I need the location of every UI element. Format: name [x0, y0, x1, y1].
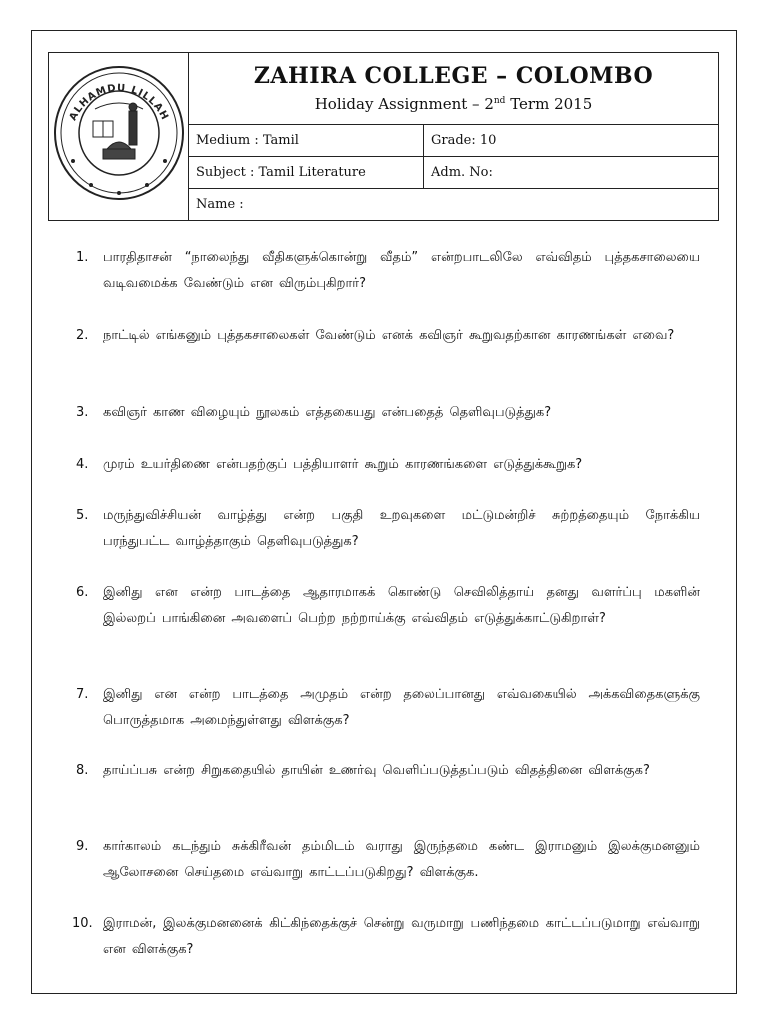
info-row-medium — [189, 125, 718, 157]
title-cell — [189, 53, 718, 125]
question-text: இனிது என என்ற பாடத்தை ஆதாரமாகக் கொண்டு செவிலித்தாய் தனது வளர்ப்பு மகளின் இல்லறப் பாங்கினை அவளைப் பெற்ற நற்றாய்க்கு எவ்விதம் எடுத்துக்காட்டுகிறாள்? — [103, 585, 700, 626]
assignment-prefix: Holiday Assignment – 2 — [314, 95, 494, 113]
name-field[interactable]: Name : — [196, 197, 244, 212]
logo-cell — [49, 53, 189, 220]
question-text: கவிஞர் காண விழையும் நூலகம் எத்தகையது என்பதைத் தெளிவுபடுத்துக? — [103, 405, 552, 420]
college-name: ZAHIRA COLLEGE – COLOMBO — [253, 63, 654, 89]
question-item — [76, 580, 700, 632]
question-text: மருந்துவிச்சியன் வாழ்த்து என்ற பகுதி உறவுகளை மட்டுமன்றிச் சுற்றத்தையும் நோக்கிய பரந்துபட்ட வாழ்த்தாகும் தெளிவுபடுத்துக? — [103, 508, 700, 549]
assignment-suffix: Term 2015 — [505, 95, 593, 113]
question-text: நாட்டில் எங்கனும் புத்தகசாலைகள் வேண்டும் எனக் கவிஞர் கூறுவதற்கான காரணங்கள் எவை? — [103, 328, 675, 343]
question-item — [76, 834, 700, 886]
question-item — [76, 758, 700, 784]
question-text: தாய்ப்பசு என்ற சிறுகதையில் தாயின் உணர்வு வெளிப்படுத்தப்படும் விதத்தினை விளக்குக? — [103, 763, 650, 778]
question-text: இராமன், இலக்குமனனைக் கிட்கிந்தைக்குச் சென்று வருமாறு பணிந்தமை காட்டப்படுமாறு எவ்வாறு என விளக்குக? — [103, 916, 700, 957]
question-number: 2. — [76, 328, 89, 343]
svg-text:ALHAMDU LILLAH: ALHAMDU LILLAH — [67, 82, 171, 123]
question-number: 8. — [76, 763, 89, 778]
question-number: 1. — [76, 250, 89, 265]
question-number: 10. — [72, 916, 93, 931]
question-text: பாரதிதாசன் “நாலைந்து வீதிகளுக்கொன்று வீதம்” என்றபாடலிலே எவ்விதம் புத்தகசாலையை வடிவமைக்க வேண்டும் என விரும்புகிறார்? — [103, 250, 700, 291]
question-number: 5. — [76, 508, 89, 523]
question-number: 7. — [76, 687, 89, 702]
question-number: 9. — [76, 839, 89, 854]
question-number: 6. — [76, 585, 89, 600]
question-item — [76, 400, 700, 426]
subject-field: Subject : Tamil Literature — [189, 157, 424, 188]
question-item — [72, 911, 700, 963]
question-item — [76, 503, 700, 555]
question-item — [76, 682, 700, 734]
adm-no-field[interactable]: Adm. No: — [431, 165, 493, 180]
question-text: இனிது என என்ற பாடத்தை அமுதம் என்ற தலைப்பானது எவ்வகையில் அக்கவிதைகளுக்கு பொருத்தமாக அமைந்துள்ளது விளக்குக? — [103, 687, 700, 728]
question-item — [76, 323, 700, 349]
info-row-name — [189, 189, 718, 221]
assignment-title — [189, 95, 718, 113]
question-text: கார்காலம் கடந்தும் சுக்கிரீவன் தம்மிடம் வராது இருந்தமை கண்ட இராமனும் இலக்குமனனும் ஆலோசனை செய்தமை எவ்வாறு காட்டப்படுகிறது? விளக்குக. — [103, 839, 700, 880]
college-logo-icon — [51, 61, 187, 211]
question-item — [76, 245, 700, 297]
info-row-subject — [189, 157, 718, 189]
question-text: முரம் உயர்திணை என்பதற்குப் பத்தியாளர் கூறும் காரணங்களை எடுத்துக்கூறுக? — [103, 457, 583, 472]
question-number: 3. — [76, 405, 89, 420]
medium-field: Medium : Tamil — [189, 125, 424, 156]
question-number: 4. — [76, 457, 89, 472]
question-item — [76, 452, 700, 478]
assignment-sup: nd — [493, 96, 506, 106]
grade-field: Grade: 10 — [431, 133, 497, 148]
header-table — [48, 52, 719, 221]
